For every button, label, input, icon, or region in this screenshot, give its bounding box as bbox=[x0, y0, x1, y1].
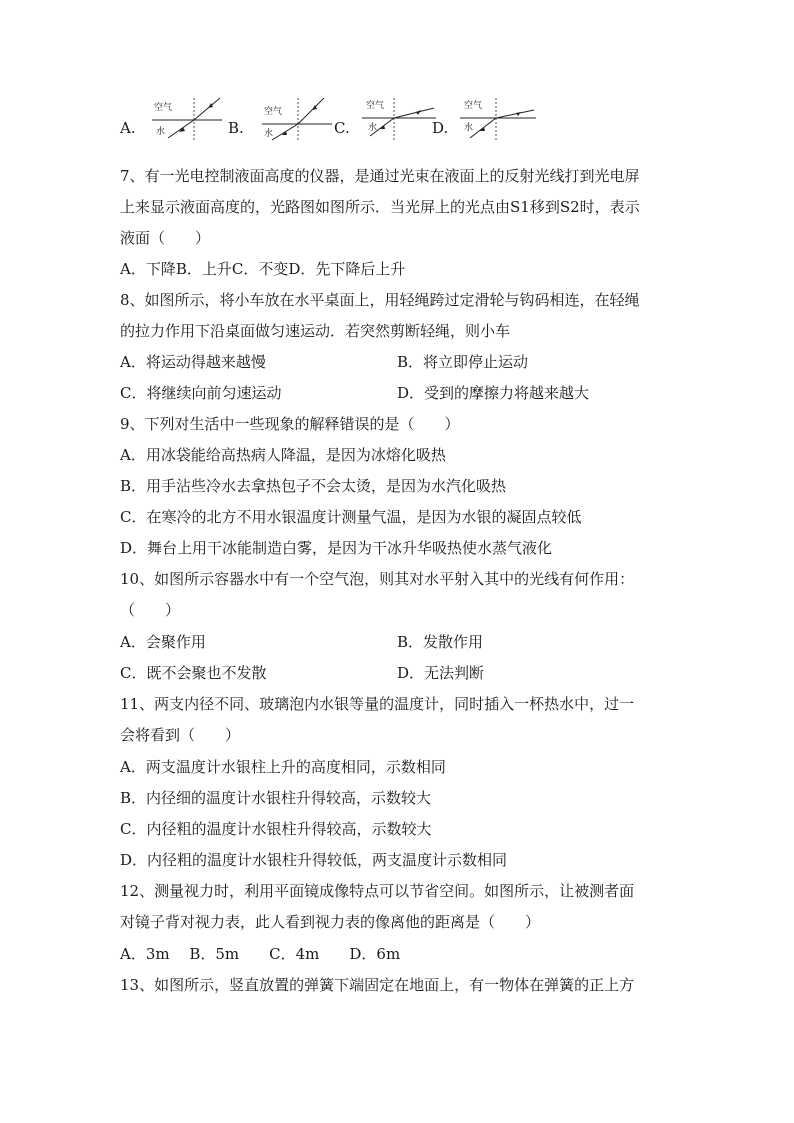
q9-stem: 9、下列对生活中一些现象的解释错误的是（ ） bbox=[120, 415, 460, 433]
q9-option-a: A．用冰袋能给高热病人降温，是因为冰熔化吸热 bbox=[120, 446, 446, 464]
q11-option-c: C．内径粗的温度计水银柱升得较高，示数较大 bbox=[120, 820, 432, 838]
q10-option-a: A．会聚作用 bbox=[120, 633, 206, 651]
q8-stem-line-2: 的拉力作用下沿桌面做匀速运动．若突然剪断轻绳，则小车 bbox=[120, 322, 511, 340]
q13-stem-line-1: 13、如图所示，竖直放置的弹簧下端固定在地面上，有一物体在弹簧的正上方 bbox=[120, 976, 635, 994]
q7-stem-line-2: 上来显示液面高度的，光路图如图所示．当光屏上的光点由S1移到S2时，表示 bbox=[120, 198, 640, 216]
q6-a-water-text: 水 bbox=[156, 127, 166, 137]
q6-c-air-text: 空气 bbox=[366, 101, 385, 111]
q8-option-d: D．受到的摩擦力将越来越大 bbox=[397, 384, 590, 402]
q11-option-a: A．两支温度计水银柱上升的高度相同，示数相同 bbox=[120, 758, 446, 776]
q10-option-b: B．发散作用 bbox=[397, 633, 484, 651]
q10-stem-line-2: （ ） bbox=[120, 601, 181, 619]
q6-b-water-text: 水 bbox=[264, 129, 274, 139]
q6-option-d-figure bbox=[458, 96, 538, 142]
q6-option-a-label: A. bbox=[120, 119, 136, 137]
q7-stem-line-3: 液面（ ） bbox=[120, 229, 211, 247]
q6-option-b-figure bbox=[258, 96, 336, 142]
q11-stem-line-1: 11、两支内径不同、玻璃泡内水银等量的温度计，同时插入一杯热水中，过一 bbox=[120, 695, 635, 713]
q6-option-a-figure bbox=[148, 96, 226, 142]
q6-b-air-text: 空气 bbox=[264, 107, 283, 117]
q6-c-water-text: 水 bbox=[368, 123, 378, 133]
q6-option-c-figure bbox=[360, 96, 438, 142]
q7-stem-line-1: 7、有一光电控制液面高度的仪器，是通过光束在液面上的反射光线打到光电屏 bbox=[120, 167, 640, 185]
q6-option-d-label: D. bbox=[432, 119, 449, 137]
q6-a-air-text: 空气 bbox=[154, 103, 173, 113]
q8-option-b: B．将立即停止运动 bbox=[397, 353, 529, 371]
q7-options: A．下降B．上升C．不变D．先下降后上升 bbox=[120, 260, 406, 278]
q6-option-b-label: B. bbox=[228, 119, 244, 137]
q6-d-air-text: 空气 bbox=[464, 101, 483, 111]
q8-stem-line-1: 8、如图所示，将小车放在水平桌面上，用轻绳跨过定滑轮与钩码相连，在轻绳 bbox=[120, 291, 640, 309]
q11-option-d: D．内径粗的温度计水银柱升得较低，两支温度计示数相同 bbox=[120, 851, 508, 869]
q12-options: A．3m B．5m C．4m D．6m bbox=[120, 945, 401, 963]
q11-stem-line-2: 会将看到（ ） bbox=[120, 726, 241, 744]
q6-figure-options bbox=[120, 96, 540, 146]
q9-option-b: B．用手沾些冷水去拿热包子不会太烫，是因为水汽化吸热 bbox=[120, 477, 507, 495]
q12-stem-line-2: 对镜子背对视力表，此人看到视力表的像离他的距离是（ ） bbox=[120, 913, 541, 931]
q10-option-d: D．无法判断 bbox=[397, 664, 485, 682]
q8-option-a: A．将运动得越来越慢 bbox=[120, 353, 266, 371]
q8-option-c: C．将继续向前匀速运动 bbox=[120, 384, 282, 402]
q9-option-d: D．舞台上用干冰能制造白雾，是因为干冰升华吸热使水蒸气液化 bbox=[120, 539, 553, 557]
q11-option-b: B．内径细的温度计水银柱升得较高，示数较大 bbox=[120, 789, 432, 807]
q6-d-water-text: 水 bbox=[464, 123, 474, 133]
q10-stem-line-1: 10、如图所示容器水中有一个空气泡，则其对水平射入其中的光线有何作用： bbox=[120, 570, 635, 588]
q12-stem-line-1: 12、测量视力时，利用平面镜成像特点可以节省空间。如图所示，让被测者面 bbox=[120, 882, 635, 900]
q10-option-c: C．既不会聚也不发散 bbox=[120, 664, 267, 682]
q9-option-c: C．在寒冷的北方不用水银温度计测量气温，是因为水银的凝固点较低 bbox=[120, 508, 582, 526]
q6-option-c-label: C. bbox=[334, 119, 350, 137]
